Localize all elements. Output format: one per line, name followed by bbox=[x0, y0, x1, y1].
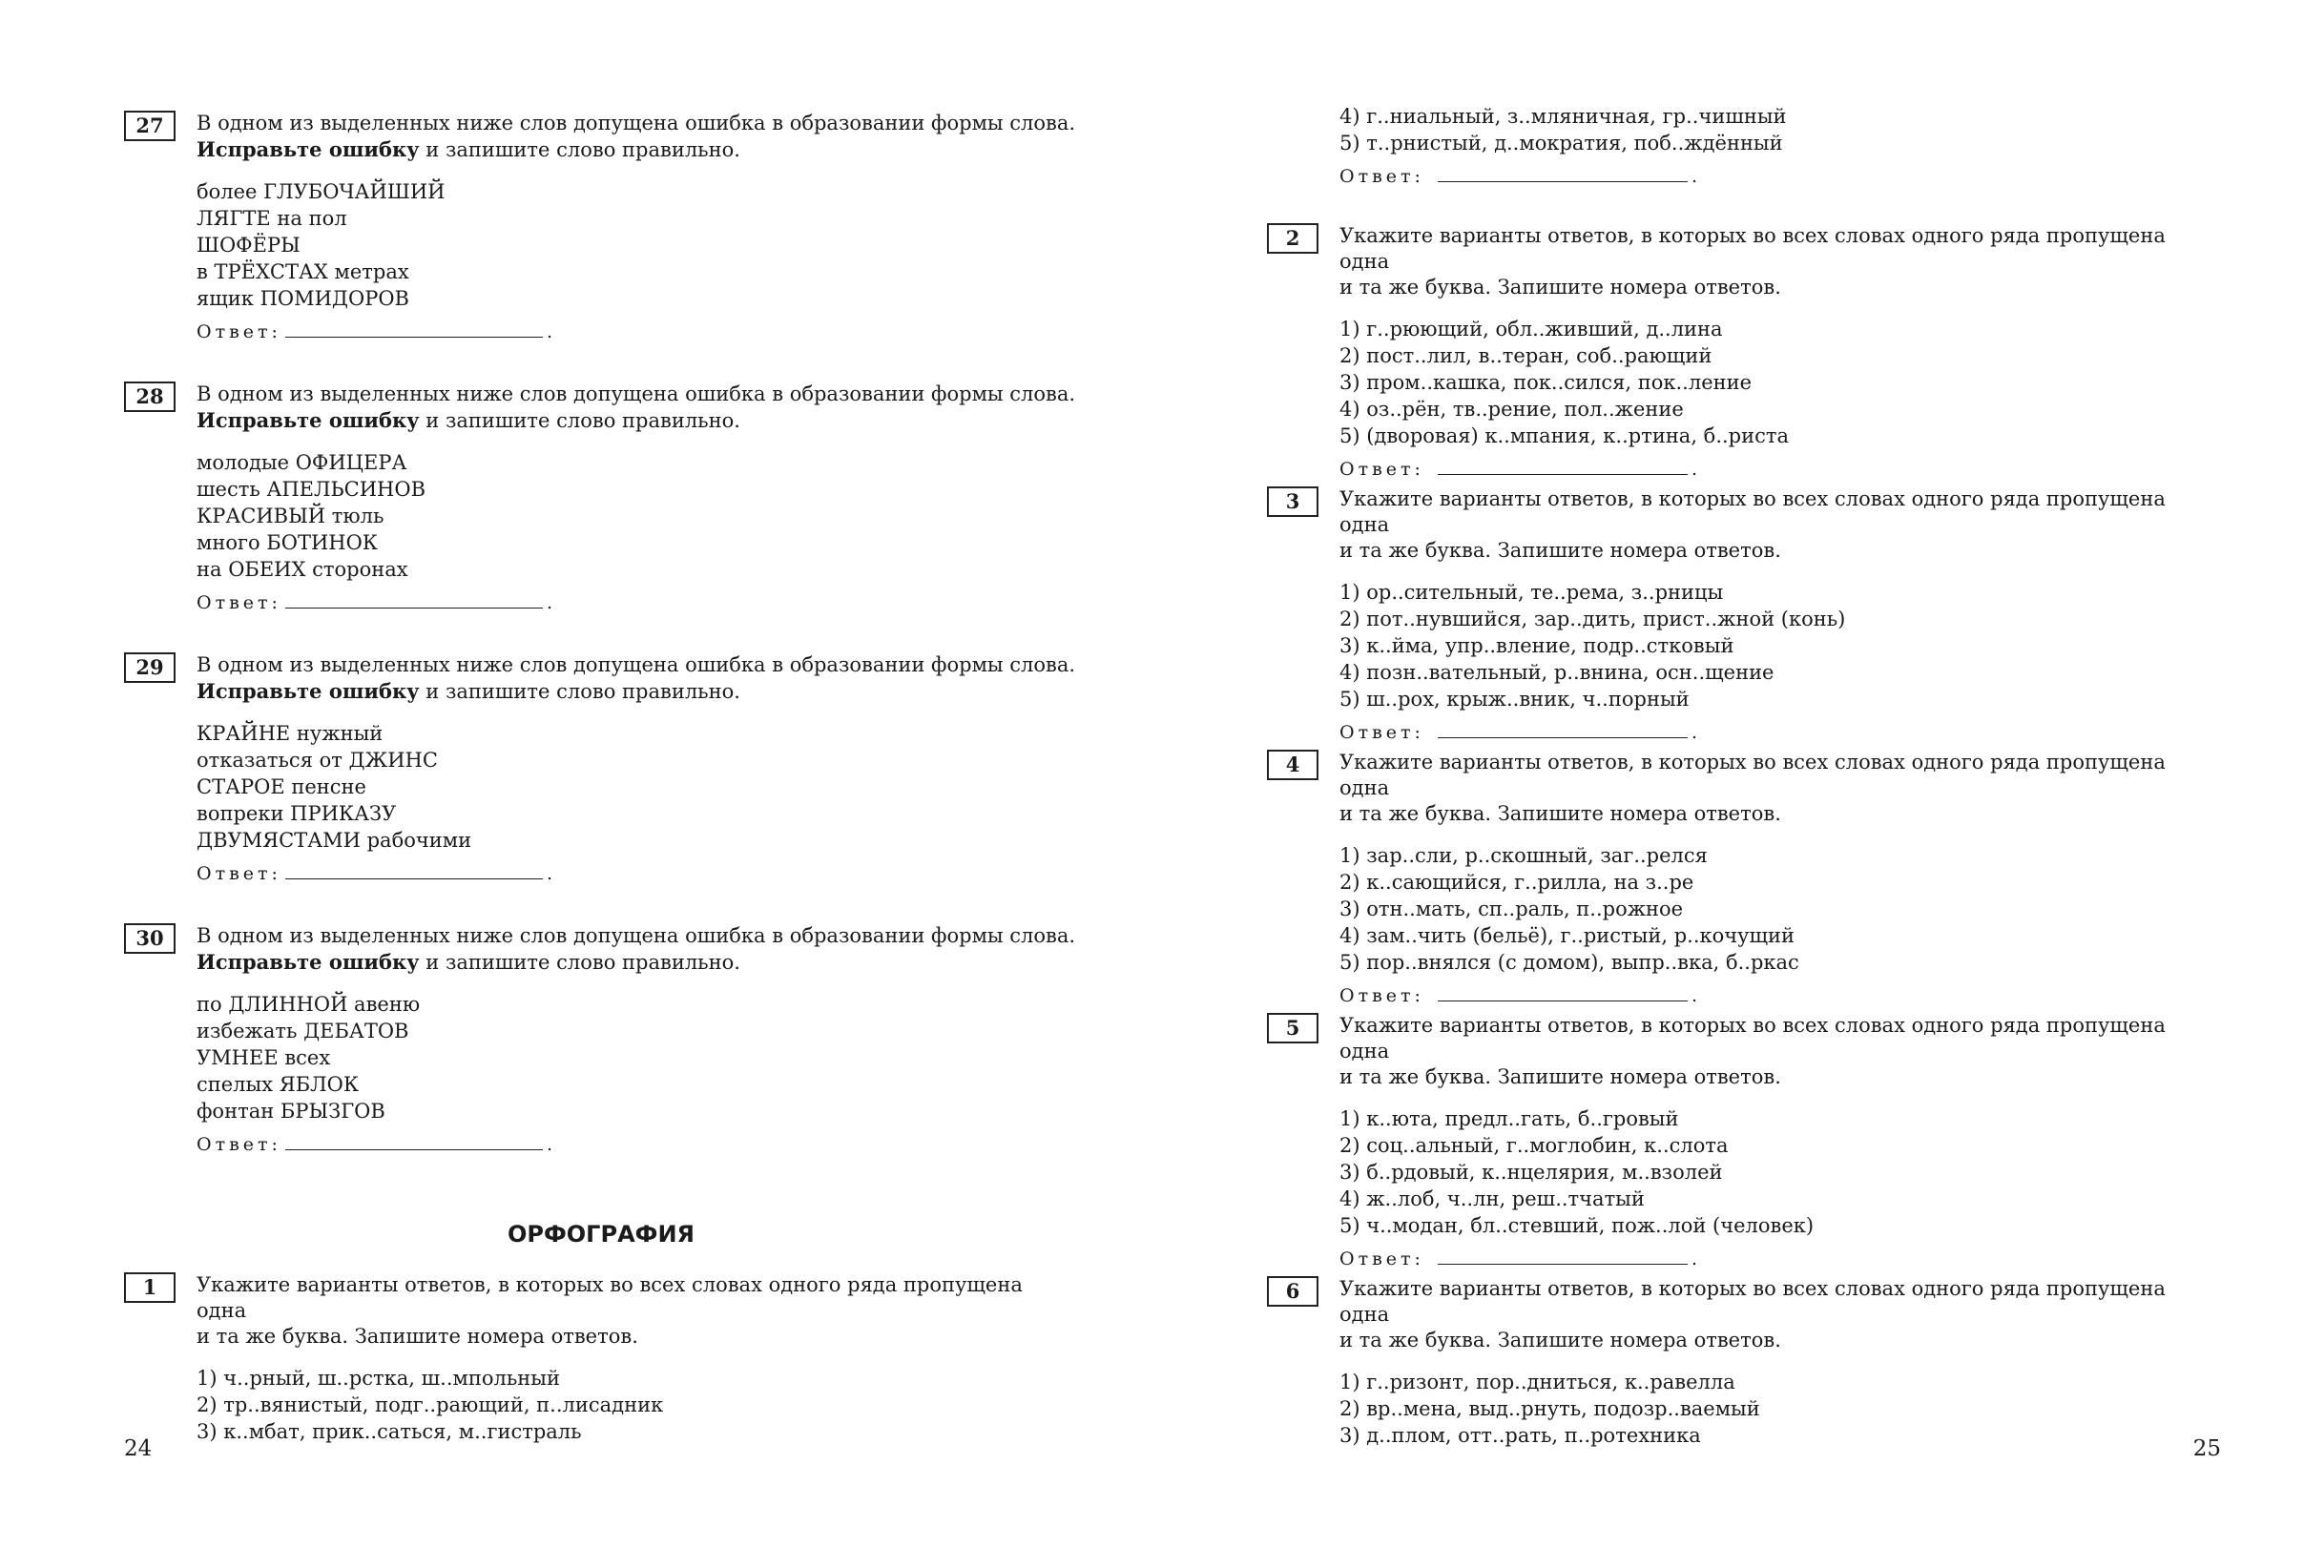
list-item: вопреки ПРИКАЗУ bbox=[197, 802, 397, 825]
task-number-badge: 1 bbox=[124, 1272, 176, 1303]
option-list bbox=[1339, 842, 2221, 976]
task-prompt: В одном из выделенных ниже слов допущена ошибка в образовании формы слова. Исправьте ошибку и запишите слово правильно. bbox=[197, 924, 1076, 974]
answer-row: Ответ: . bbox=[197, 1134, 552, 1155]
task-number-badge: 29 bbox=[124, 652, 176, 683]
option-list bbox=[1339, 1105, 2221, 1239]
task-1 bbox=[124, 1272, 1078, 1445]
answer-label: Ответ: bbox=[197, 863, 281, 884]
answer-field[interactable] bbox=[285, 607, 543, 609]
list-item: 1) к..юта, предл..гать, б..гровый bbox=[1339, 1107, 1679, 1130]
list-item: фонтан БРЫЗГОВ bbox=[197, 1100, 385, 1123]
answer-row: Ответ: . bbox=[1339, 166, 1697, 187]
list-item: 3) к..йма, упр..вление, подр..стковый bbox=[1339, 634, 1734, 657]
list-item: 1) зар..сли, р..скошный, заг..релся bbox=[1339, 844, 1708, 867]
list-item: 2) вр..мена, выд..рнуть, подозр..ваемый bbox=[1339, 1397, 1760, 1420]
word-list bbox=[197, 991, 1078, 1124]
list-item: шесть АПЕЛЬСИНОВ bbox=[197, 478, 426, 501]
list-item: 3) к..мбат, прик..саться, м..гистраль bbox=[197, 1420, 582, 1443]
list-item: 2) соц..альный, г..моглобин, к..слота bbox=[1339, 1134, 1729, 1157]
task-prompt: Укажите варианты ответов, в которых во всех словах одного ряда пропущена одна и та же буква. Запишите номера ответов. bbox=[1339, 487, 2166, 562]
answer-field[interactable] bbox=[285, 1148, 543, 1150]
list-item: избежать ДЕБАТОВ bbox=[197, 1020, 409, 1042]
word-list bbox=[197, 449, 1078, 583]
list-item: 2) пот..нувшийся, зар..дить, прист..жной (конь) bbox=[1339, 608, 1846, 630]
list-item: 4) г..ниальный, з..мляничная, гр..чишный bbox=[1339, 105, 1787, 128]
list-item: более ГЛУБОЧАЙШИЙ bbox=[197, 180, 446, 203]
list-item: 1) ор..сительный, те..рема, з..рницы bbox=[1339, 581, 1724, 604]
list-item: 1) г..ризонт, пор..дниться, к..равелла bbox=[1339, 1371, 1735, 1393]
task-30 bbox=[124, 923, 1078, 1155]
list-item: 5) т..рнистый, д..мократия, поб..ждённый bbox=[1339, 132, 1783, 155]
answer-field[interactable] bbox=[285, 877, 543, 879]
option-list bbox=[197, 1365, 1078, 1445]
left-page bbox=[124, 0, 1078, 1568]
answer-row: Ответ: . bbox=[197, 592, 552, 613]
list-item: 4) зам..чить (бельё), г..ристый, р..кочущий bbox=[1339, 924, 1795, 947]
list-item: молодые ОФИЦЕРА bbox=[197, 451, 407, 474]
list-item: 2) пост..лил, в..теран, соб..рающий bbox=[1339, 344, 1712, 367]
task-prompt: В одном из выделенных ниже слов допущена ошибка в образовании формы слова. Исправьте ошибку и запишите слово правильно. bbox=[197, 653, 1076, 703]
option-list bbox=[1339, 316, 2221, 449]
answer-field[interactable] bbox=[1438, 180, 1688, 182]
answer-label: Ответ: bbox=[1339, 722, 1424, 743]
list-item: ДВУМЯСТАМИ рабочими bbox=[197, 829, 472, 852]
list-item: 3) б..рдовый, к..нцелярия, м..взолей bbox=[1339, 1161, 1723, 1184]
answer-row: Ответ: . bbox=[1339, 459, 1697, 480]
answer-field[interactable] bbox=[1438, 1263, 1688, 1265]
task-number-badge: 3 bbox=[1267, 486, 1318, 517]
task-prompt: Укажите варианты ответов, в которых во всех словах одного ряда пропущена одна и та же буква. Запишите номера ответов. bbox=[197, 1273, 1023, 1348]
answer-field[interactable] bbox=[285, 336, 543, 338]
list-item: отказаться от ДЖИНС bbox=[197, 749, 438, 772]
list-item: на ОБЕИХ сторонах bbox=[197, 558, 408, 581]
section-title: ОРФОГРАФИЯ bbox=[507, 1221, 695, 1248]
answer-field[interactable] bbox=[1438, 1000, 1688, 1001]
answer-field[interactable] bbox=[1438, 473, 1688, 475]
right-page bbox=[1267, 0, 2221, 1568]
answer-label: Ответ: bbox=[197, 592, 281, 613]
answer-label: Ответ: bbox=[197, 321, 281, 342]
list-item: 3) д..плом, отт..рать, п..ротехника bbox=[1339, 1424, 1701, 1447]
list-item: КРАСИВЫЙ тюль bbox=[197, 505, 384, 527]
list-item: 5) (дворовая) к..мпания, к..ртина, б..риста bbox=[1339, 424, 1790, 447]
task-prompt: В одном из выделенных ниже слов допущена ошибка в образовании формы слова. Исправьте ошибку и запишите слово правильно. bbox=[197, 112, 1076, 161]
task-number-badge: 6 bbox=[1267, 1276, 1318, 1307]
page-number: 25 bbox=[2192, 1436, 2221, 1461]
list-item: 3) пром..кашка, пок..сился, пок..ление bbox=[1339, 371, 1753, 394]
task-6 bbox=[1267, 1276, 2221, 1449]
list-item: по ДЛИННОЙ авеню bbox=[197, 993, 421, 1016]
list-item: ШОФЁРЫ bbox=[197, 234, 301, 257]
task-prompt: Укажите варианты ответов, в которых во всех словах одного ряда пропущена одна и та же буква. Запишите номера ответов. bbox=[1339, 751, 2166, 825]
list-item: 1) г..рюющий, обл..живший, д..лина bbox=[1339, 318, 1723, 340]
option-list bbox=[1339, 579, 2221, 712]
list-item: КРАЙНЕ нужный bbox=[197, 722, 384, 745]
answer-label: Ответ: bbox=[1339, 985, 1424, 1006]
task-28 bbox=[124, 382, 1078, 613]
task-prompt: Укажите варианты ответов, в которых во всех словах одного ряда пропущена одна и та же буква. Запишите номера ответов. bbox=[1339, 224, 2166, 299]
list-item: в ТРЁХСТАХ метрах bbox=[197, 260, 409, 283]
answer-row: Ответ: . bbox=[1339, 1248, 1697, 1269]
answer-row: Ответ: . bbox=[1339, 722, 1697, 743]
list-item: ЛЯГТЕ на пол bbox=[197, 207, 347, 230]
answer-label: Ответ: bbox=[1339, 1248, 1424, 1269]
task-2 bbox=[1267, 223, 2221, 480]
list-item: 3) отн..мать, сп..раль, п..рожное bbox=[1339, 897, 1684, 920]
option-list bbox=[1339, 1369, 2221, 1449]
answer-row: Ответ: . bbox=[197, 321, 552, 342]
answer-label: Ответ: bbox=[1339, 166, 1424, 187]
word-list bbox=[197, 178, 1078, 312]
word-list bbox=[197, 720, 1078, 854]
page-number: 24 bbox=[124, 1436, 153, 1461]
answer-row: Ответ: . bbox=[197, 863, 552, 884]
list-item: много БОТИНОК bbox=[197, 531, 379, 554]
answer-field[interactable] bbox=[1438, 736, 1688, 738]
task-number-badge: 30 bbox=[124, 923, 176, 954]
list-item: 4) позн..вательный, р..внина, осн..щение bbox=[1339, 661, 1774, 684]
list-item: 4) ж..лоб, ч..лн, реш..тчатый bbox=[1339, 1187, 1645, 1210]
task-4 bbox=[1267, 750, 2221, 1006]
list-item: 5) ш..рох, крыж..вник, ч..порный bbox=[1339, 688, 1690, 711]
task-27 bbox=[124, 111, 1078, 342]
task-5 bbox=[1267, 1013, 2221, 1269]
answer-label: Ответ: bbox=[1339, 459, 1424, 480]
task-3 bbox=[1267, 486, 2221, 743]
task-number-badge: 27 bbox=[124, 111, 176, 141]
task-prompt: Укажите варианты ответов, в которых во всех словах одного ряда пропущена одна и та же буква. Запишите номера ответов. bbox=[1339, 1014, 2166, 1088]
list-item: 1) ч..рный, ш..рстка, ш..мпольный bbox=[197, 1367, 560, 1390]
task-prompt: В одном из выделенных ниже слов допущена ошибка в образовании формы слова. Исправьте ошибку и запишите слово правильно. bbox=[197, 382, 1076, 432]
list-item: 5) ч..модан, бл..стевший, пож..лой (человек) bbox=[1339, 1214, 1815, 1237]
task-number-badge: 2 bbox=[1267, 223, 1318, 254]
list-item: ящик ПОМИДОРОВ bbox=[197, 287, 409, 310]
list-item: 2) тр..вянистый, подг..рающий, п..лисадник bbox=[197, 1393, 664, 1416]
task-number-badge: 5 bbox=[1267, 1013, 1318, 1043]
list-item: УМНЕЕ всех bbox=[197, 1046, 331, 1069]
option-list bbox=[1339, 103, 2221, 156]
list-item: спелых ЯБЛОК bbox=[197, 1073, 360, 1096]
list-item: СТАРОЕ пенсне bbox=[197, 775, 366, 798]
task-1-continuation bbox=[1267, 103, 2221, 187]
list-item: 4) оз..рён, тв..рение, пол..жение bbox=[1339, 398, 1684, 421]
task-prompt: Укажите варианты ответов, в которых во всех словах одного ряда пропущена одна и та же буква. Запишите номера ответов. bbox=[1339, 1277, 2166, 1351]
list-item: 5) пор..внялся (с домом), выпр..вка, б..ркас bbox=[1339, 951, 1799, 974]
task-number-badge: 4 bbox=[1267, 750, 1318, 780]
task-29 bbox=[124, 652, 1078, 884]
task-number-badge: 28 bbox=[124, 382, 176, 412]
list-item: 2) к..сающийся, г..рилла, на з..ре bbox=[1339, 871, 1694, 894]
answer-row: Ответ: . bbox=[1339, 985, 1697, 1006]
answer-label: Ответ: bbox=[197, 1134, 281, 1155]
